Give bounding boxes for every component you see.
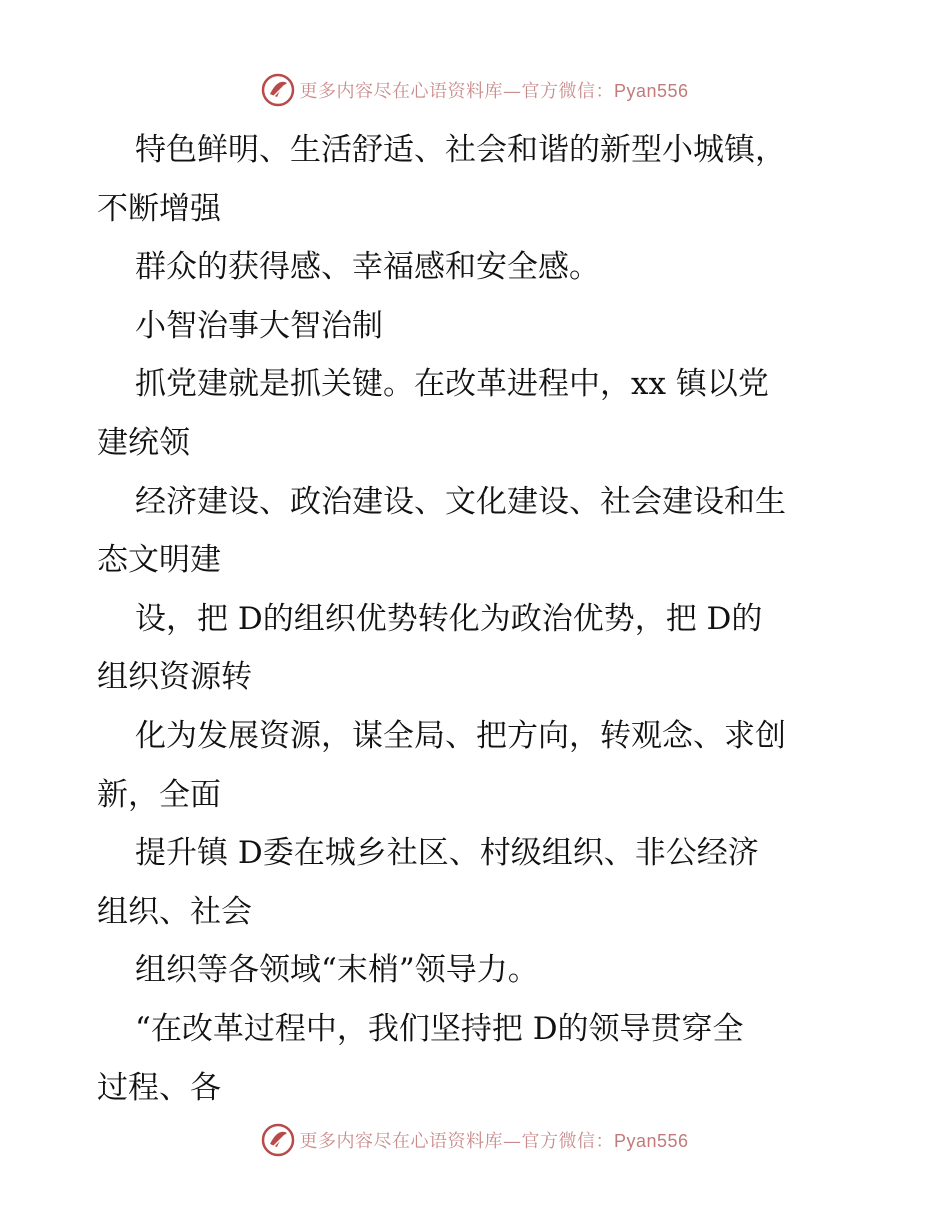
watermark-logo-icon [261,73,295,107]
watermark-text [299,77,688,103]
text-line: 新，全面 [97,776,221,813]
watermark-prefix: 更多内容尽在心语资料库—官方微信： [299,81,614,102]
text-line: 组织资源转 [97,659,252,696]
text-line: 特色鲜明、生活舒适、社会和谐的新型小城镇， [135,132,786,168]
watermark-prefix: 更多内容尽在心语资料库—官方微信： [299,1131,614,1152]
text-line: 过程、各 [97,1069,221,1106]
watermark-text [299,1127,688,1153]
watermark-wechat-id: Pyan556 [613,81,689,101]
text-line: 化为发展资源，谋全局、把方向，转观念、求创 [135,717,786,754]
text-line: “在改革过程中，我们坚持把 D的领导贯穿全 [135,1010,744,1047]
watermark-wechat-id: Pyan556 [613,1131,689,1151]
footer-watermark [0,1120,950,1160]
text-line: 不断增强 [97,190,221,227]
watermark-logo-icon [261,1123,295,1157]
text-line: 组织等各领域“末梢”领导力。 [135,952,539,989]
text-line: 经济建设、政治建设、文化建设、社会建设和生 [135,483,786,520]
text-line: 小智治事大智治制 [135,307,383,344]
text-line: 抓党建就是抓关键。在改革进程中，xx 镇以党 [135,366,769,403]
text-line: 态文明建 [97,542,221,579]
text-line: 建统领 [97,424,190,461]
text-line: 群众的获得感、幸福感和安全感。 [135,249,600,286]
text-line: 组织、社会 [97,893,252,930]
header-watermark [0,70,950,110]
text-line: 设，把 D的组织优势转化为政治优势，把 D的 [135,600,763,637]
text-line: 提升镇 D委在城乡社区、村级组织、非公经济 [135,835,759,872]
document-body [97,121,857,1117]
